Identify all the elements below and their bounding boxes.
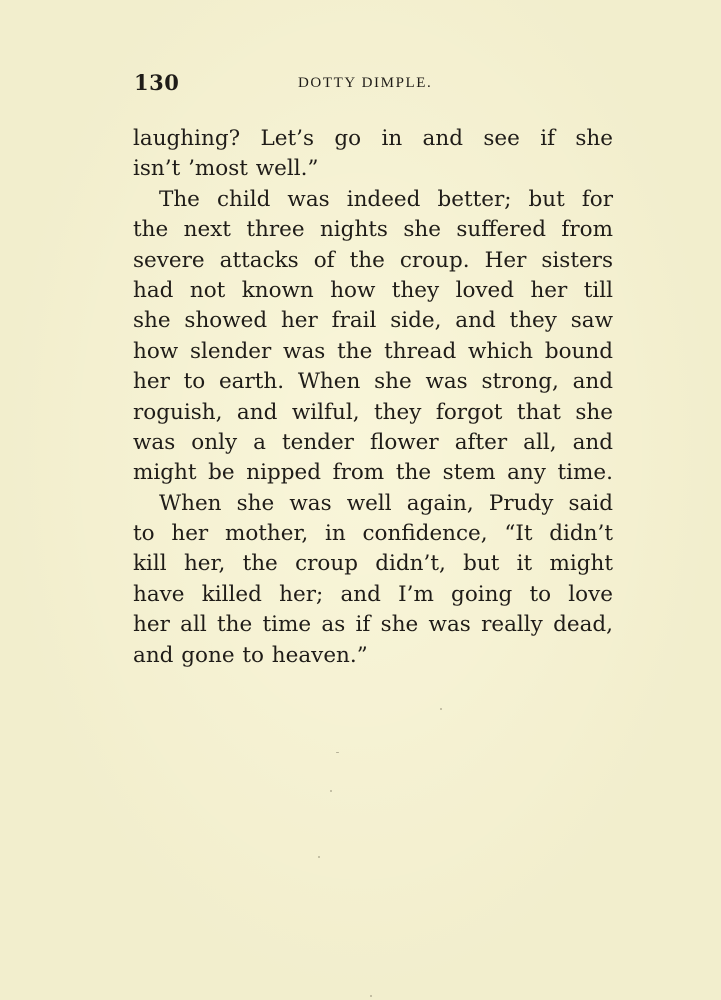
- text-line: to her mother, in confidence, “It didn’t: [133, 521, 613, 547]
- text-line: have killed her; and I’m going to love: [133, 581, 613, 607]
- text-line: and gone to heaven.”: [133, 642, 368, 668]
- body-text: [133, 124, 613, 671]
- text-line: When she was well again, Prudy said: [159, 490, 613, 516]
- text-line: how slender was the thread which bound: [133, 338, 613, 364]
- paper-speck: [336, 752, 339, 753]
- running-title: DOTTY DIMPLE.: [298, 75, 433, 91]
- page-number: 130: [134, 70, 180, 95]
- text-line: might be nipped from the stem any time.: [133, 460, 613, 486]
- text-line: her to earth. When she was strong, and: [133, 369, 613, 395]
- text-line: The child was indeed better; but for: [159, 186, 613, 212]
- text-line: had not known how they loved her till: [133, 277, 613, 303]
- paper-speck: [370, 995, 372, 997]
- text-line: was only a tender flower after all, and: [133, 429, 613, 455]
- paper-speck: [330, 790, 332, 792]
- text-line: the next three nights she suffered from: [133, 217, 613, 243]
- paper-speck: [318, 856, 320, 858]
- text-line: her all the time as if she was really dead,: [133, 612, 613, 638]
- text-line: roguish, and wilful, they forgot that she: [133, 399, 613, 425]
- text-line: severe attacks of the croup. Her sisters: [133, 247, 613, 273]
- page-header: [134, 70, 614, 100]
- text-line: kill her, the croup didn’t, but it might: [133, 551, 613, 577]
- text-line: laughing? Let’s go in and see if she: [133, 126, 613, 151]
- paper-speck: [440, 708, 442, 710]
- text-line: she showed her frail side, and they saw: [133, 308, 613, 334]
- text-line: isn’t ’most well.”: [133, 156, 319, 182]
